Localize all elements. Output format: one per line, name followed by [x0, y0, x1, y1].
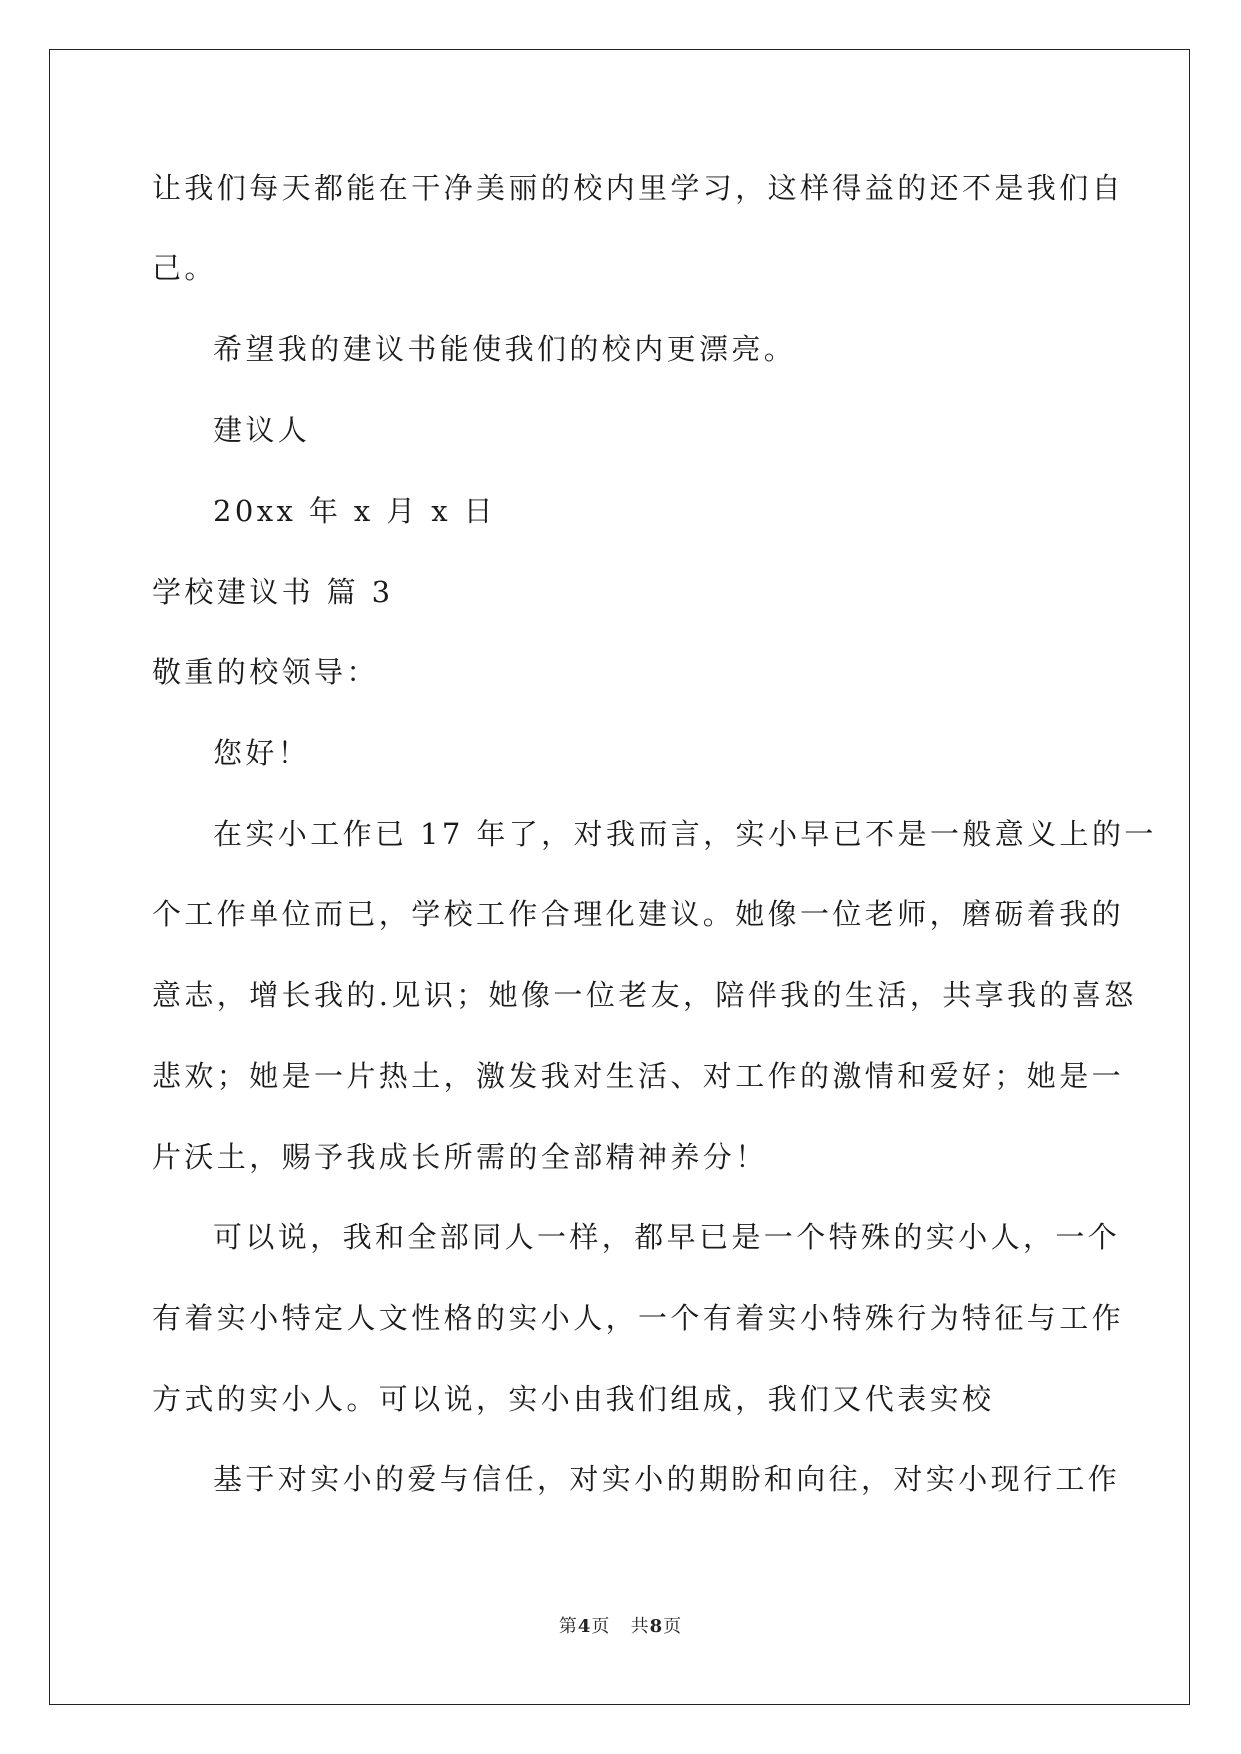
body-line-2: 己。 [152, 251, 217, 285]
page-current: 4 [577, 1616, 592, 1637]
body-line-9: 在实小工作已 17 年了，对我而言，实小早已不是一般意义上的一 [213, 817, 1157, 851]
section-heading: 学校建议书 篇 3 [152, 575, 394, 609]
total-suffix: 页 [663, 1616, 683, 1637]
body-line-17: 基于对实小的爱与信任，对实小的期盼和向往，对实小现行工作 [213, 1462, 1121, 1496]
page-border [49, 49, 1190, 1705]
page-suffix: 页 [591, 1616, 611, 1637]
page-total: 8 [649, 1616, 664, 1637]
page-prefix: 第 [558, 1616, 578, 1637]
body-line-13: 片沃土，赐予我成长所需的全部精神养分！ [152, 1140, 768, 1174]
signature-date: 20xx 年 x 月 x 日 [213, 494, 497, 528]
body-line-11: 意志，增长我的.见识；她像一位老友，陪伴我的生活，共享我的喜怒 [152, 978, 1137, 1012]
greeting: 您好！ [213, 736, 311, 770]
body-line-12: 悲欢；她是一片热土，激发我对生活、对工作的激情和爱好；她是一 [152, 1059, 1125, 1093]
total-prefix: 共 [630, 1616, 650, 1637]
body-line-1: 让我们每天都能在干净美丽的校内里学习，这样得益的还不是我们自 [152, 171, 1125, 205]
paragraph-hope: 希望我的建议书能使我们的校内更漂亮。 [213, 332, 797, 366]
signature-proposer: 建议人 [213, 413, 311, 447]
body-line-14: 可以说，我和全部同人一样，都早已是一个特殊的实小人，一个 [213, 1220, 1121, 1254]
body-line-16: 方式的实小人。可以说，实小由我们组成，我们又代表实校 [152, 1382, 995, 1416]
body-line-10: 个工作单位而已，学校工作合理化建议。她像一位老师，磨砺着我的 [152, 897, 1125, 931]
body-line-15: 有着实小特定人文性格的实小人，一个有着实小特殊行为特征与工作 [152, 1301, 1125, 1335]
page-footer [0, 1612, 1241, 1638]
salutation: 敬重的校领导： [152, 655, 379, 689]
